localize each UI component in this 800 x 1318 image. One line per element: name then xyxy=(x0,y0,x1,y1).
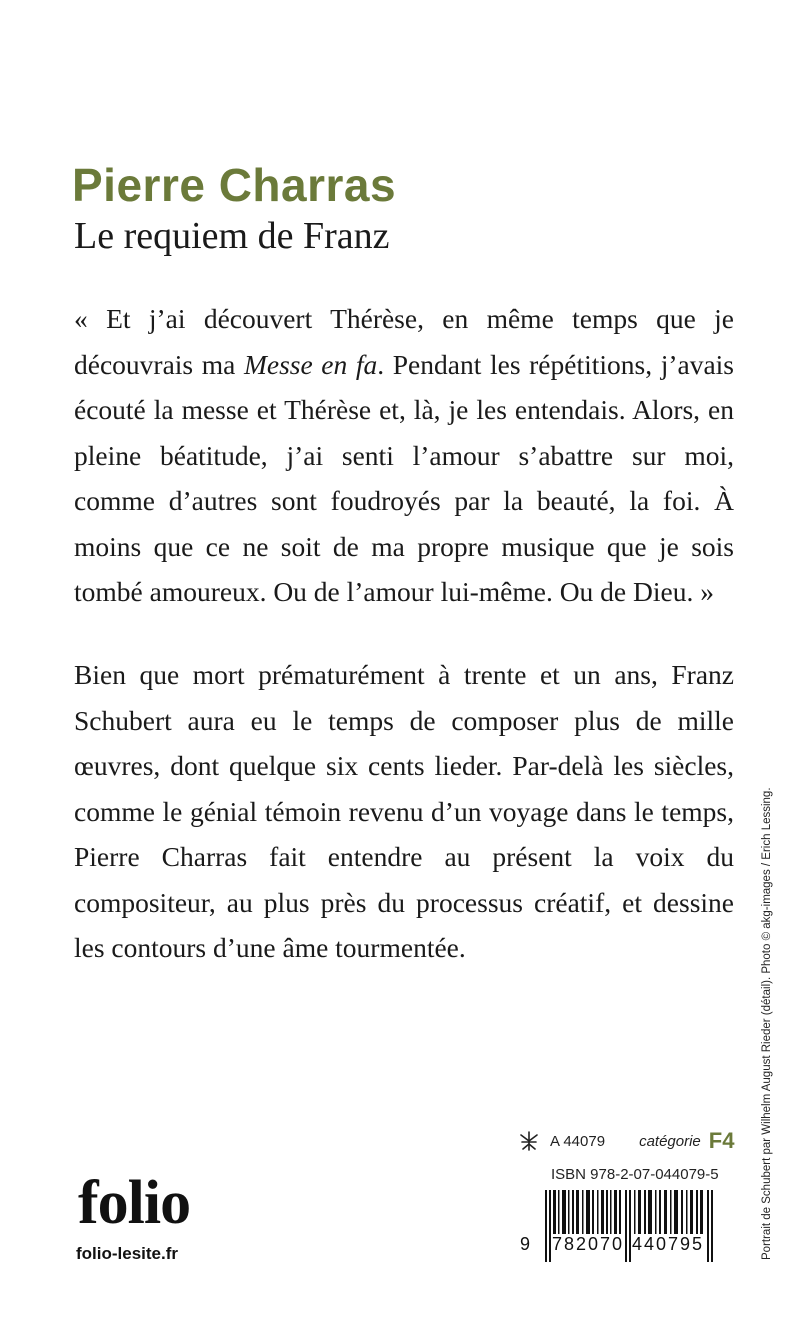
quote-paragraph xyxy=(74,296,734,615)
barcode-digits-left: 782070 xyxy=(552,1234,625,1254)
photo-credit-text: Portrait de Schubert par Wilhelm August Rieder (détail). Photo © akg-images / Erich Lessing. xyxy=(761,787,773,1260)
author-name: Pierre Charras xyxy=(72,159,397,211)
publisher-website: folio-lesite.fr xyxy=(76,1244,179,1263)
quote-italic-title: Messe en fa xyxy=(243,348,378,380)
product-code-row xyxy=(518,1128,734,1154)
quote-text-1: « Et j’ai découvert Thérèse, en même temps que je découvrais ma xyxy=(74,303,734,380)
quote-text-2: . Pendant les répétitions, j’avais écouté la messe et Thérèse et, là, je les entendais. Alors, en pleine béatitude, j’ai senti l’amour s’abattre sur moi, comme d’autres sont foudroyés par la beauté, la foi. À moins que ce ne soit de ma propre musique que je sois tombé amoureux. Ou de l’amour lui-même. Ou de Dieu. » xyxy=(74,348,735,607)
publisher-logo: folio xyxy=(78,1169,191,1237)
book-title: Le requiem de Franz xyxy=(74,215,390,257)
photo-credit xyxy=(761,700,783,1260)
category-value: F4 xyxy=(708,1128,735,1153)
blurb-text: Bien que mort prématurément à trente et un ans, Franz Schubert aura eu le temps de composer plus de mille œuvres, dont quelque six cents lieder. Par-delà les siècles, comme le génial témoin revenu d’un voyage dans le temps, Pierre Charras fait entendre au présent la voix du compositeur, au plus près du processus créatif, et dessine les contours d’une âme tourmentée. xyxy=(74,659,734,963)
blurb-paragraph xyxy=(74,652,734,971)
isbn: ISBN 978-2-07-044079-5 xyxy=(551,1166,719,1183)
publisher-emblem-icon xyxy=(518,1130,540,1152)
barcode-digit-first: 9 xyxy=(520,1234,531,1254)
category-label: catégorie xyxy=(639,1132,701,1150)
barcode-digits-right: 440795 xyxy=(632,1234,705,1254)
product-code: A 44079 xyxy=(550,1132,606,1150)
